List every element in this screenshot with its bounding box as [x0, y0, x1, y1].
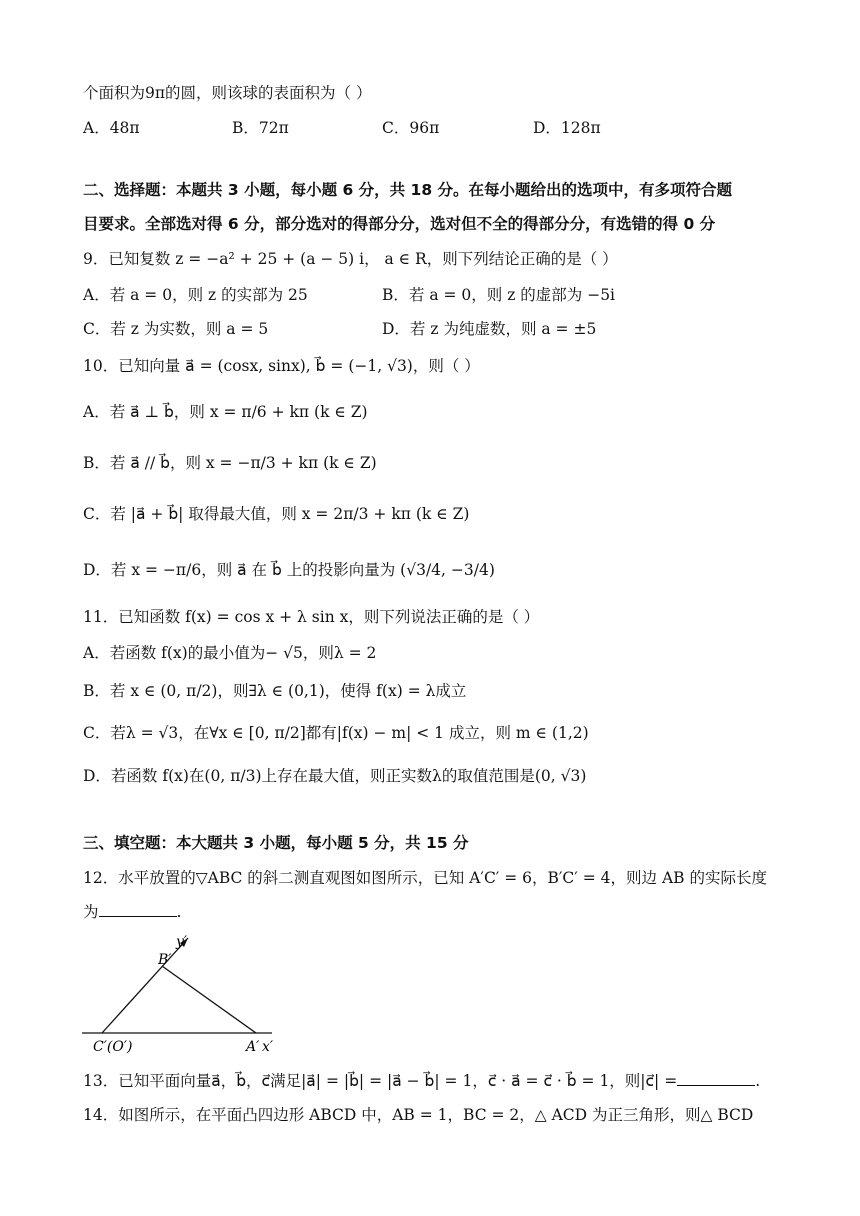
q14-stem: 14．如图所示，在平面凸四边形 ABCD 中，AB = 1，BC = 2，△ ACD 为正三角形，则△ BCD — [83, 1106, 754, 1124]
q10-option-c: C．若 |a⃗ + b⃗| 取得最大值，则 x = 2π/3 + kπ (k ∈ Z) — [83, 505, 470, 523]
label-c-prime-o-prime: C′(O′) — [93, 1039, 133, 1055]
section3-heading: 三、填空题：本大题共 3 小题，每小题 5 分，共 15 分 — [83, 834, 469, 852]
section2-heading-line1: 二、选择题：本题共 3 小题，每小题 6 分，共 18 分。在每小题给出的选项中，有多项符合题 — [83, 181, 733, 199]
y-axis-line — [102, 938, 188, 1033]
section2-heading-line2: 目要求。全部选对得 6 分，部分选对的得部分分，选对但不全的得部分分，有选错的得 0 分 — [83, 215, 716, 233]
q8-option-d: D．128π — [533, 119, 601, 137]
label-b-prime: B′ — [158, 952, 172, 968]
q8-option-b: B．72π — [232, 119, 289, 137]
q11-option-d: D．若函数 f(x)在(0, π/3)上存在最大值，则正实数λ的取值范围是(0, √3) — [83, 767, 587, 785]
q13-answer-blank[interactable] — [677, 1069, 755, 1086]
q8-option-a: A．48π — [83, 119, 140, 137]
q10-option-d: D．若 x = −π/6，则 a⃗ 在 b⃗ 上的投影向量为 (√3/4, −3/4) — [83, 561, 495, 579]
label-y-prime: y′ — [176, 934, 188, 950]
q13-period: . — [755, 1072, 761, 1090]
q12-stem-line2 — [83, 900, 181, 923]
q9-option-c: C．若 z 为实数，则 a = 5 — [83, 320, 269, 338]
q13-text: 13．已知平面向量a⃗，b⃗，c⃗满足|a⃗| = |b⃗| = |a⃗ − b⃗| = 1，c⃗ · a⃗ = c⃗ · b⃗ = 1，则|c⃗| = — [83, 1072, 678, 1090]
q12-prefix: 为 — [83, 903, 99, 921]
q10-option-b: B．若 a⃗ // b⃗，则 x = −π/3 + kπ (k ∈ Z) — [83, 454, 377, 472]
q12-answer-blank[interactable] — [99, 900, 177, 917]
label-a-prime: A′ — [246, 1039, 260, 1055]
q12-stem-line1: 12．水平放置的▽ABC 的斜二测直观图如图所示，已知 A′C′ = 6，B′C′ = 4，则边 AB 的实际长度 — [83, 869, 767, 887]
q10-stem: 10．已知向量 a⃗ = (cosx, sinx), b⃗ = (−1, √3)，则（ ） — [83, 357, 480, 375]
q9-option-b: B．若 a = 0，则 z 的虚部为 −5i — [382, 286, 616, 304]
q9-option-d: D．若 z 为纯虚数，则 a = ±5 — [382, 320, 597, 338]
side-b-a — [162, 966, 256, 1033]
q8-option-c: C．96π — [382, 119, 440, 137]
q9-option-a: A．若 a = 0，则 z 的实部为 25 — [83, 286, 308, 304]
label-x-prime: x′ — [262, 1039, 274, 1055]
q11-option-a: A．若函数 f(x)的最小值为− √5，则λ = 2 — [83, 644, 377, 662]
q12-period: . — [176, 903, 182, 921]
q13-stem — [83, 1069, 760, 1092]
q9-stem: 9．已知复数 z = −a² + 25 + (a − 5) i， a ∈ R，则下列结论正确的是（ ） — [83, 250, 618, 268]
q8-tail-line: 个面积为9π的圆，则该球的表面积为（ ） — [83, 84, 372, 102]
q11-option-c: C．若λ = √3，在∀x ∈ [0, π/2]都有|f(x) − m| < 1 成立，则 m ∈ (1,2) — [83, 724, 589, 742]
q10-option-a: A．若 a⃗ ⊥ b⃗，则 x = π/6 + kπ (k ∈ Z) — [83, 403, 368, 421]
oblique-projection-figure — [80, 930, 290, 1060]
q11-stem: 11．已知函数 f(x) = cos x + λ sin x，则下列说法正确的是（ ） — [83, 608, 540, 626]
q11-option-b: B．若 x ∈ (0, π/2)，则∃λ ∈ (0,1)，使得 f(x) = λ成立 — [83, 682, 467, 700]
